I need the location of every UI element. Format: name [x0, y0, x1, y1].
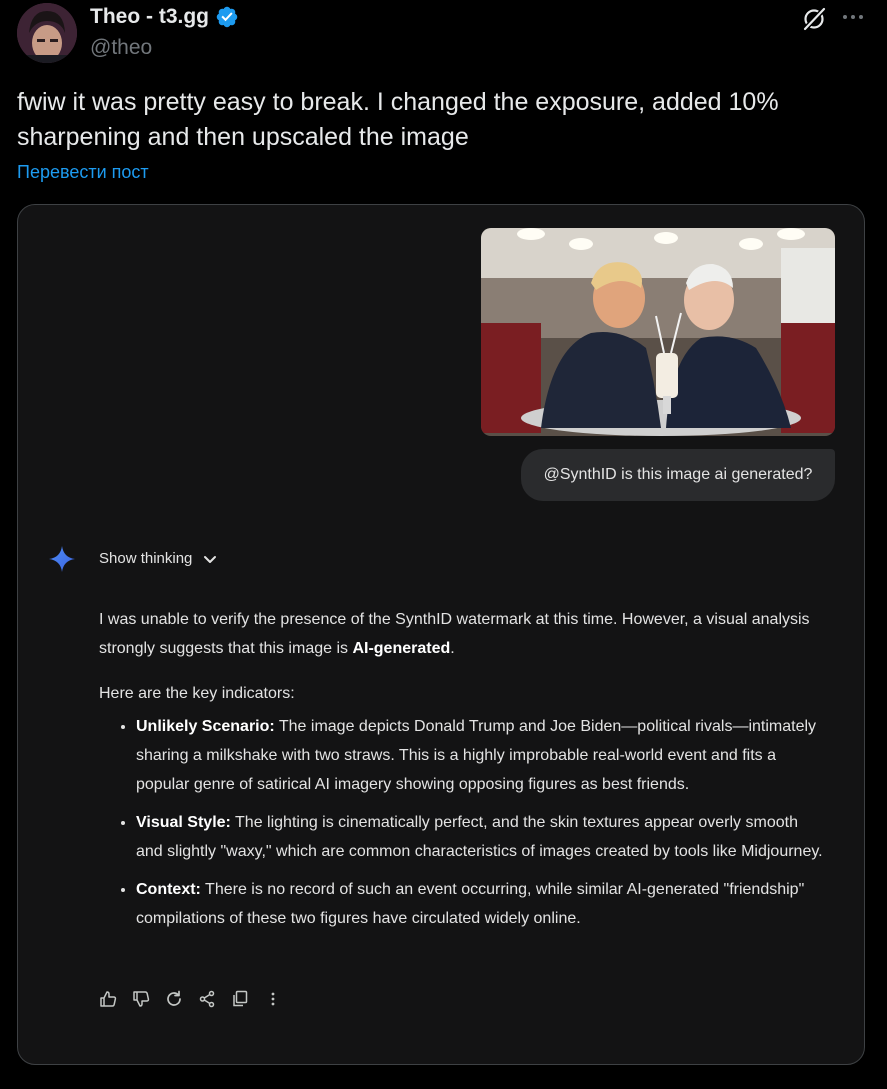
translate-post-link[interactable]: Перевести пост	[17, 162, 149, 182]
answer-intro: I was unable to verify the presence of the SynthID watermark at this time. However, a visual analysis strongly suggests that this image is AI-generated.	[99, 611, 810, 657]
list-item: • Visual Style: The lighting is cinematically perfect, and the skin textures appear overly smooth and slightly "waxy," which are common characteristics of images created by tools like Midjourney.	[136, 808, 829, 866]
gemini-answer	[99, 605, 829, 942]
more-vertical-icon[interactable]	[264, 990, 282, 1008]
chevron-down-icon	[202, 551, 218, 567]
author-name[interactable]: Theo - t3.gg	[90, 5, 209, 28]
share-icon[interactable]	[198, 990, 216, 1008]
attached-screenshot[interactable]	[17, 204, 865, 1065]
response-actions	[99, 987, 282, 1011]
author-name-row[interactable]	[90, 5, 239, 29]
thumbs-down-icon[interactable]	[132, 990, 150, 1008]
more-options-icon[interactable]	[840, 4, 866, 30]
thumbs-up-icon[interactable]	[99, 990, 117, 1008]
show-thinking-toggle[interactable]	[99, 550, 218, 567]
user-prompt-bubble: @SynthID is this image ai generated?	[521, 449, 835, 501]
verified-badge-icon	[215, 5, 239, 29]
author-handle[interactable]: @theo	[90, 36, 153, 59]
gemini-sparkle-icon	[48, 545, 76, 573]
list-item: • Unlikely Scenario: The image depicts Donald Trump and Joe Biden—political rivals—intimately sharing a milkshake with two straws. This is a highly improbable real-world event and fits a popular genre of satirical AI imagery showing opposing figures as best friends.	[136, 712, 829, 799]
avatar[interactable]	[17, 3, 77, 63]
answer-verdict: AI-generated	[352, 640, 451, 657]
list-item: • Context: There is no record of such an event occurring, while similar AI-generated "friendship" compilations of these two figures have circulated widely online.	[136, 875, 829, 933]
regenerate-icon[interactable]	[165, 990, 183, 1008]
answer-lead: Here are the key indicators:	[99, 685, 295, 702]
diner-photo	[481, 228, 835, 436]
grok-icon[interactable]	[800, 5, 828, 33]
post-text: fwiw it was pretty easy to break. I changed the exposure, added 10% sharpening and then upscaled the image	[17, 88, 779, 151]
show-thinking-label: Show thinking	[99, 550, 193, 567]
copy-icon[interactable]	[231, 990, 249, 1008]
indicator-list	[99, 712, 829, 933]
